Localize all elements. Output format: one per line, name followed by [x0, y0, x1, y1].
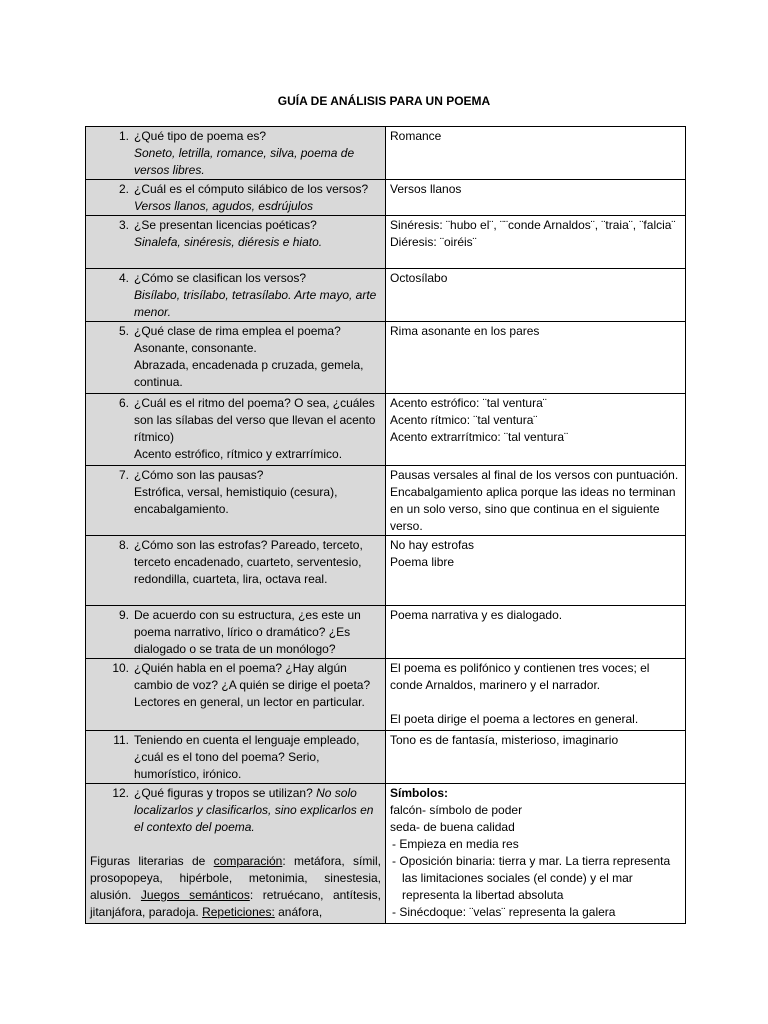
blank-line: [390, 694, 681, 711]
question: [90, 128, 381, 179]
question-number: 9.: [118, 608, 129, 622]
question-text: ¿Cómo son las estrofas? Pareado, terceto, terceto encadenado, cuarteto, serventesio, redondilla, cuarteta, lira, octava real.: [134, 538, 363, 586]
question: [90, 217, 381, 251]
answer-cell: [386, 731, 686, 784]
answer-cell: [386, 659, 686, 731]
question-text: ¿Cómo se clasifican los versos?: [134, 271, 307, 285]
question-cell: [86, 269, 386, 322]
question-body: [134, 732, 381, 783]
answer-text: falcón- símbolo de poder: [390, 803, 523, 817]
question-body: [134, 323, 381, 391]
question-hint: Sinalefa, sinéresis, diéresis e hiato.: [134, 235, 323, 249]
answer-cell: [386, 536, 686, 606]
answer-text: Diéresis: ¨oiréis¨: [390, 235, 477, 249]
question-body: [134, 607, 381, 658]
table-row: [86, 784, 686, 924]
answer-text: El poeta dirige el poema a lectores en general.: [390, 712, 639, 726]
question: [90, 395, 381, 463]
question-body: [134, 660, 381, 711]
document-title: GUÍA DE ANÁLISIS PARA UN POEMA: [277, 94, 491, 108]
question-text: [134, 785, 381, 836]
question-number: 1.: [118, 129, 129, 143]
question-text: ¿Cómo son las pausas?: [134, 468, 264, 482]
question-hint: No solo localizarlos y clasificarlos, sino explicarlos en el contexto del poema.: [134, 786, 374, 834]
answer-heading: Símbolos:: [390, 786, 449, 800]
answer-text: Romance: [390, 129, 442, 143]
answer-text: Tono es de fantasía, misterioso, imaginario: [390, 733, 619, 747]
table-row: [86, 127, 686, 180]
blank-line: [90, 836, 381, 853]
table-row: [86, 216, 686, 269]
question-body: [134, 181, 381, 215]
answer-cell: [386, 784, 686, 924]
answer-cell: [386, 466, 686, 536]
question-text: Teniendo en cuenta el lenguaje empleado, ¿cuál es el tono del poema? Serio, humorístico, irónico.: [134, 733, 360, 781]
answer-text: Poema narrativa y es dialogado.: [390, 608, 563, 622]
question-body: [134, 128, 381, 179]
figures-list: [90, 853, 381, 921]
question-options: Abrazada, encadenada p cruzada, gemela, continua.: [134, 358, 364, 389]
question-options: Estrófica, versal, hemistiquio (cesura), encabalgamiento.: [134, 485, 338, 516]
question-number: 5.: [118, 324, 129, 338]
figures-category: comparación: [213, 854, 283, 868]
answer-bullet: - Empieza en media res: [392, 837, 519, 851]
answer-text: Versos llanos: [390, 182, 462, 196]
answer-text: Rima asonante en los pares: [390, 324, 540, 338]
question-cell: [86, 536, 386, 606]
question-body: [134, 785, 381, 836]
question-number: 6.: [118, 396, 129, 410]
question-text: De acuerdo con su estructura, ¿es este un poema narrativo, lírico o dramático? ¿Es dialogado o se trata de un monólogo?: [134, 608, 361, 656]
question-main: ¿Qué figuras y tropos se utilizan?: [134, 786, 317, 800]
question-cell: [86, 784, 386, 924]
question-cell: [86, 127, 386, 180]
table-row: [86, 466, 686, 536]
figures-category: Repeticiones:: [202, 905, 275, 919]
question: [90, 467, 381, 518]
figures-label: Figuras literarias de: [90, 854, 214, 868]
question-body: [134, 217, 381, 251]
question: [90, 785, 381, 836]
question-number: 8.: [118, 538, 129, 552]
answer-cell: [386, 216, 686, 269]
question-hint: Bisílabo, trisílabo, tetrasílabo. Arte mayo, arte menor.: [134, 288, 377, 319]
table-row: [86, 269, 686, 322]
answer-text: No hay estrofas: [390, 538, 475, 552]
answer-text: Pausas versales al final de los versos con puntuación. Encabalgamiento aplica porque las ideas no terminan en un solo verso, sino que continua en el siguiente verso.: [390, 468, 679, 533]
table-row: [86, 731, 686, 784]
question-cell: [86, 466, 386, 536]
question-text: ¿Cuál es el ritmo del poema? O sea, ¿cuáles son las sílabas del verso que llevan el acento rítmico): [134, 396, 376, 444]
answer-text: Poema libre: [390, 555, 455, 569]
question-number: 4.: [118, 271, 129, 285]
answer-cell: [386, 606, 686, 659]
question-number: 2.: [118, 182, 129, 196]
figures-items: anáfora,: [274, 905, 323, 919]
table-row: [86, 536, 686, 606]
question: [90, 660, 381, 711]
answer-cell: [386, 322, 686, 394]
question-cell: [86, 180, 386, 216]
answer-text: Acento estrófico: ¨tal ventura¨: [390, 396, 547, 410]
question-body: [134, 395, 381, 463]
question-cell: [86, 394, 386, 466]
table-row: [86, 394, 686, 466]
question: [90, 181, 381, 215]
answer-text: Sinéresis: ¨hubo el¨, ¨¨conde Arnaldos¨, ¨traia¨, ¨falcia¨: [390, 218, 676, 232]
question-body: [134, 270, 381, 321]
question-number: 12.: [112, 786, 129, 800]
table-row: [86, 606, 686, 659]
question-text: ¿Se presentan licencias poéticas?: [134, 218, 317, 232]
question-body: [134, 537, 381, 588]
answer-text: seda- de buena calidad: [390, 820, 515, 834]
question-options: Acento estrófico, rítmico y extrarrímico.: [134, 447, 343, 461]
question-cell: [86, 659, 386, 731]
figures-items: : retruécano, antítesis, jitanjáfora, paradoja.: [90, 888, 381, 919]
table-row: [86, 659, 686, 731]
question-cell: [86, 606, 386, 659]
answer-bullet: - Oposición binaria: tierra y mar. La tierra representa las limitaciones sociales (el conde) y el mar representa la libertad absoluta: [392, 854, 671, 902]
question-text: ¿Qué tipo de poema es?: [134, 129, 267, 143]
question-cell: [86, 322, 386, 394]
question: [90, 732, 381, 783]
answer-bullet: - Sinécdoque: ¨velas¨ representa la galera: [392, 905, 616, 919]
question: [90, 270, 381, 321]
question-text: ¿Quién habla en el poema? ¿Hay algún cambio de voz? ¿A quién se dirige el poeta? Lectores en general, un lector en particular.: [134, 661, 371, 709]
question-number: 7.: [118, 468, 129, 482]
question-cell: [86, 216, 386, 269]
question-hint: Soneto, letrilla, romance, silva, poema de versos libres.: [134, 146, 355, 177]
table-row: [86, 322, 686, 394]
question-options: Asonante, consonante.: [134, 341, 257, 355]
answer-cell: [386, 269, 686, 322]
question-hint: Versos llanos, agudos, esdrújulos: [134, 199, 313, 213]
question-number: 10.: [112, 661, 129, 675]
question-number: 3.: [118, 218, 129, 232]
question-text: ¿Qué clase de rima emplea el poema?: [134, 324, 341, 338]
figures-category: Juegos semánticos: [140, 888, 250, 902]
answer-cell: [386, 127, 686, 180]
answer-text: Acento rítmico: ¨tal ventura¨: [390, 413, 538, 427]
answer-text: Octosílabo: [390, 271, 448, 285]
table-row: [86, 180, 686, 216]
answer-text: Acento extrarrítmico: ¨tal ventura¨: [390, 430, 569, 444]
question-body: [134, 467, 381, 518]
question-cell: [86, 731, 386, 784]
question: [90, 323, 381, 391]
question: [90, 607, 381, 658]
answer-cell: [386, 394, 686, 466]
question-text: ¿Cuál es el cómputo silábico de los versos?: [134, 182, 369, 196]
figures-items: : metáfora, símil, prosopopeya, hipérbole, metonimia, sinestesia, alusión.: [90, 854, 382, 902]
question: [90, 537, 381, 588]
question-number: 11.: [113, 733, 129, 747]
analysis-table: [85, 126, 686, 924]
answer-cell: [386, 180, 686, 216]
answer-text: El poema es polifónico y contienen tres voces; el conde Arnaldos, marinero y el narrador.: [390, 661, 650, 692]
